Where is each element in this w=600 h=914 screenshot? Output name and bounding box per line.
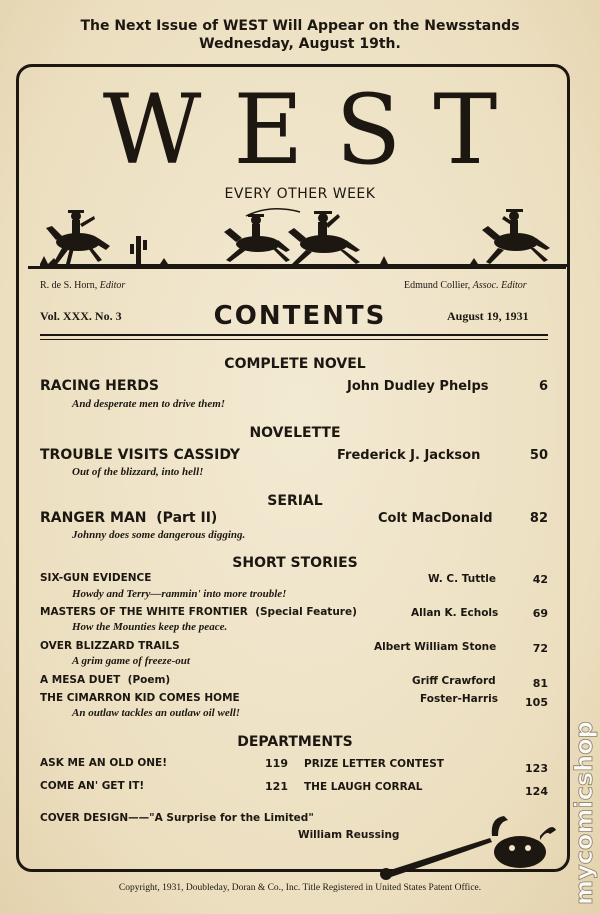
- story-4-title-text: A MESA DUET: [40, 674, 121, 686]
- story-1-author: W. C. Tuttle: [428, 573, 496, 585]
- assoc-editor-credit: [404, 280, 527, 291]
- story-1-page: 42: [532, 573, 548, 586]
- complete-novel-blurb: And desperate men to drive them!: [72, 398, 226, 410]
- issue-date: August 19, 1931: [447, 309, 529, 323]
- double-rule-top: [40, 334, 548, 336]
- story-2-page: 69: [532, 607, 548, 620]
- watermark-text: mycomicshop: [570, 721, 598, 905]
- novelette-title: TROUBLE VISITS CASSIDY: [40, 447, 241, 463]
- next-issue-notice-line2: Wednesday, August 19th.: [199, 36, 401, 52]
- masthead-title: WEST: [102, 74, 530, 186]
- assoc-editor-role: Assoc. Editor: [472, 280, 527, 291]
- rider-2-icon: [224, 214, 290, 262]
- story-2-author: Allan K. Echols: [411, 607, 499, 619]
- story-3-blurb: A grim game of freeze-out: [72, 655, 190, 667]
- serial-author: Colt MacDonald: [378, 511, 493, 526]
- story-1-title: SIX-GUN EVIDENCE: [40, 572, 152, 584]
- dept-2-title: PRIZE LETTER CONTEST: [304, 758, 444, 770]
- rider-3-icon: [288, 211, 360, 266]
- dept-2-page: 123: [525, 762, 548, 775]
- story-4-page: 81: [532, 677, 548, 690]
- assoc-editor-name: Edmund Collier,: [404, 280, 471, 291]
- novelette-blurb: Out of the blizzard, into hell!: [72, 466, 204, 478]
- horse-riders-illustration: [40, 206, 570, 270]
- story-5-page: 105: [525, 696, 548, 709]
- novelette-page: 50: [529, 448, 548, 463]
- dept-4-title: THE LAUGH CORRAL: [304, 781, 423, 793]
- dept-1-page: 119: [265, 757, 288, 770]
- dept-3-title: COME AN' GET IT!: [40, 780, 145, 792]
- serial-title: [40, 510, 217, 526]
- dept-3-page: 121: [265, 780, 288, 793]
- complete-novel-heading: COMPLETE NOVEL: [224, 356, 366, 372]
- story-3-title: OVER BLIZZARD TRAILS: [40, 640, 180, 652]
- serial-title-text: RANGER MAN: [40, 510, 147, 526]
- cover-design-credit: COVER DESIGN——"A Surprise for the Limited": [40, 812, 314, 824]
- masthead-subtitle: EVERY OTHER WEEK: [224, 186, 376, 202]
- rider-1-icon: [46, 210, 110, 264]
- volume-number: Vol. XXX. No. 3: [40, 309, 122, 323]
- ground-line: [28, 266, 566, 269]
- story-2-title: [40, 606, 357, 618]
- serial-page: 82: [529, 511, 548, 526]
- serial-part: (Part II): [156, 510, 218, 526]
- complete-novel-page: 6: [538, 379, 548, 394]
- serial-blurb: Johnny does some dangerous digging.: [72, 529, 246, 541]
- rider-4-icon: [482, 209, 550, 264]
- serial-heading: SERIAL: [267, 493, 323, 509]
- departments-heading: DEPARTMENTS: [237, 734, 353, 750]
- story-5-title: THE CIMARRON KID COMES HOME: [40, 692, 240, 704]
- editor-role: Editor: [99, 280, 126, 291]
- story-2-title-text: MASTERS OF THE WHITE FRONTIER: [40, 606, 248, 618]
- dept-1-title: ASK ME AN OLD ONE!: [40, 757, 167, 769]
- contents-heading: CONTENTS: [213, 301, 387, 331]
- story-5-author: Foster-Harris: [420, 693, 498, 705]
- cover-artist: William Reussing: [298, 829, 400, 841]
- novelette-author: Frederick J. Jackson: [337, 448, 481, 463]
- next-issue-notice-line1: The Next Issue of WEST Will Appear on the Newsstands: [80, 18, 520, 34]
- longhorn-skull-illustration: [380, 812, 570, 884]
- story-5-blurb: An outlaw tackles an outlaw oil well!: [72, 707, 241, 719]
- watermark-logo: [568, 660, 598, 910]
- short-stories-heading: SHORT STORIES: [232, 555, 358, 571]
- dept-4-page: 124: [525, 785, 548, 798]
- double-rule-bottom: [40, 339, 548, 340]
- story-4-author: Griff Crawford: [412, 675, 496, 687]
- copyright-notice: Copyright, 1931, Doubleday, Doran & Co., Inc. Title Registered in United States Patent Office.: [118, 883, 482, 893]
- story-3-author: Albert William Stone: [374, 641, 497, 653]
- complete-novel-author: John Dudley Phelps: [347, 379, 489, 394]
- novelette-heading: NOVELETTE: [249, 425, 341, 441]
- editor-credit: [40, 280, 125, 291]
- complete-novel-title: RACING HERDS: [40, 378, 159, 394]
- editor-name: R. de S. Horn,: [40, 280, 98, 291]
- story-3-page: 72: [532, 642, 548, 655]
- story-4-note: (Poem): [127, 674, 171, 686]
- story-4-title: [40, 674, 170, 686]
- story-2-note: (Special Feature): [255, 606, 357, 618]
- story-1-blurb: Howdy and Terry—rammin' into more trouble!: [72, 588, 287, 600]
- story-2-blurb: How the Mounties keep the peace.: [72, 621, 228, 633]
- cactus-icon: [130, 236, 147, 266]
